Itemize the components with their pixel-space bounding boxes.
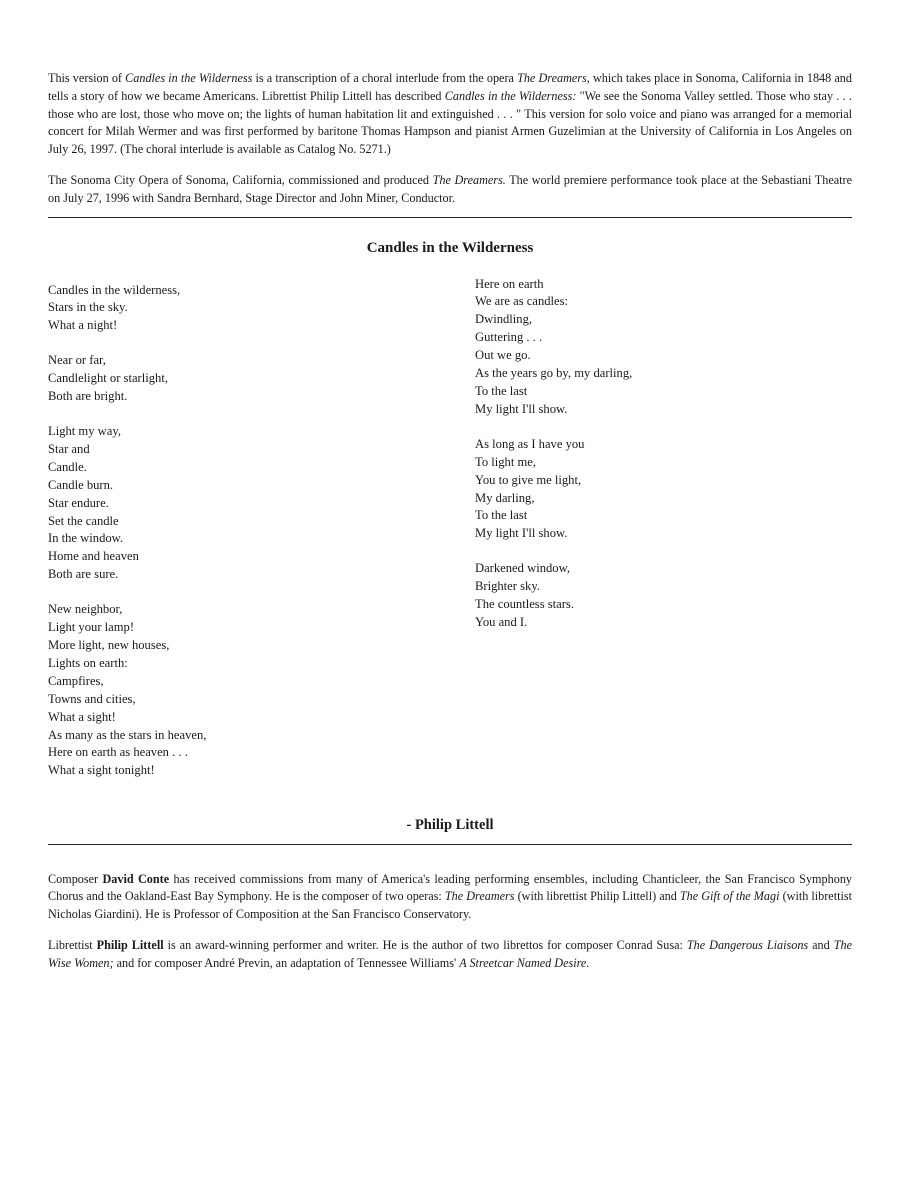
poem-line: As long as I have you <box>475 436 585 451</box>
poem-stanza <box>475 436 632 543</box>
poem-body <box>48 276 852 796</box>
bio-text: (with librettist Nicholas Giardini). He is Professor of Composition at the San Francisco Conservatory. <box>48 889 853 922</box>
poem-line: Both are sure. <box>48 567 119 582</box>
bio-philip-littell <box>48 937 852 973</box>
intro-paragraph-1 <box>48 70 852 159</box>
poem-line: More light, new houses, <box>48 637 170 652</box>
poem-line: As the years go by, my darling, <box>475 366 633 381</box>
poem-line: Dwindling, <box>475 312 533 327</box>
poem-line: Candlelight or starlight, <box>48 371 168 386</box>
poem-line: To light me, <box>475 454 537 469</box>
poem-line: Candles in the wilderness, <box>48 282 181 297</box>
bio-text: Composer <box>48 871 103 886</box>
intro-text: "We see the Sonoma Valley settled. Those who stay . . . those who are lost, those who move on; the lights of human habitation lit and extinguished . . . " This version for solo voice and piano was arranged for a memorial concert for Milah Wermer and was first performed by baritone Thomas Hampson and pianist Armen Guzelimian at the University of California in Los Angeles on July 26, 1997. (The choral interlude is available as Catalog No. 5271.) <box>48 88 852 157</box>
poem-line: Guttering . . . <box>475 330 543 345</box>
poem-line: As many as the stars in heaven, <box>48 727 207 742</box>
poem-stanza <box>48 423 206 584</box>
opera-title: The Dreamers. <box>432 172 506 187</box>
poem-line: Home and heaven <box>48 549 139 564</box>
poem-title: Candles in the Wilderness <box>366 239 534 256</box>
poem-left-column <box>48 282 206 798</box>
poem-line: Set the candle <box>48 513 119 528</box>
work-title: The Dangerous Liaisons <box>686 937 809 952</box>
bio-name: Philip Littell <box>96 937 164 952</box>
bio-text: and for composer André Previn, an adaptation of Tennessee Williams' <box>113 955 460 970</box>
poem-stanza <box>48 282 206 336</box>
intro-text: This version of <box>48 71 126 85</box>
poem-line: Near or far, <box>48 353 106 368</box>
poem-line: You to give me light, <box>475 472 582 487</box>
opera-title: The Dreamers, <box>517 71 590 85</box>
intro-text: which takes place in Sonoma, California in 1848 and tells a story of how we became Americans. Librettist Philip Littell has described <box>48 71 852 103</box>
poem-stanza <box>475 560 632 632</box>
poem-stanza <box>48 352 206 406</box>
intro-text: The Sonoma City Opera of Sonoma, California, commissioned and produced <box>48 172 433 187</box>
poem-line: Towns and cities, <box>48 691 136 706</box>
divider-top <box>48 217 852 218</box>
poem-line: Brighter sky. <box>475 579 540 594</box>
bio-text: (with librettist Philip Littell) and <box>514 889 680 904</box>
poem-line: Campfires, <box>48 673 104 688</box>
work-title: Candles in the Wilderness: <box>444 88 577 103</box>
poem-line: New neighbor, <box>48 602 123 617</box>
poem-stanza <box>475 276 632 419</box>
opera-title: The Dreamers <box>444 889 515 904</box>
poem-line: Stars in the sky. <box>48 300 128 315</box>
bio-text: and <box>808 937 834 952</box>
work-title: A Streetcar Named Desire. <box>459 955 590 970</box>
bio-text: is an award-winning performer and writer. He is the author of two librettos for composer Conrad Susa: <box>163 937 687 952</box>
poem-line: Star and <box>48 441 90 456</box>
poem-line: To the last <box>475 384 528 399</box>
bio-david-conte <box>48 871 852 924</box>
intro-text: The world premiere performance took place at the Sebastiani Theatre on July 27, 1996 with Sandra Bernhard, Stage Director and John Miner, Conductor. <box>48 172 852 205</box>
poem-line: Star endure. <box>48 495 109 510</box>
poem-line: Here on earth as heaven . . . <box>48 745 188 760</box>
poem-stanza <box>48 601 206 780</box>
work-title: Candles in the Wilderness <box>125 71 253 85</box>
poem-line: Both are bright. <box>48 389 128 404</box>
bio-name: David Conte <box>102 871 170 886</box>
poem-line: Candle. <box>48 459 87 474</box>
poem-line: My light I'll show. <box>475 401 568 416</box>
poem-line: Candle burn. <box>48 477 114 492</box>
poem-line: Light your lamp! <box>48 620 135 635</box>
poem-line: What a sight tonight! <box>48 763 155 778</box>
divider-bottom <box>48 844 852 845</box>
poem-line: What a sight! <box>48 709 116 724</box>
poem-line: Out we go. <box>475 348 531 363</box>
poem-line: Lights on earth: <box>48 655 128 670</box>
bio-text: has received commissions from many of America's leading performing ensembles, including Chanticleer, the San Francisco Symphony Chorus and the Oakland-East Bay Symphony. He is the composer of two operas: <box>48 871 853 904</box>
poem-line: In the window. <box>48 531 124 546</box>
poem-line: Here on earth <box>475 276 544 291</box>
poem-line: You and I. <box>475 614 528 629</box>
poem-line: To the last <box>475 508 528 523</box>
bios-section <box>48 871 852 973</box>
work-title: The Wise Women; <box>48 937 852 970</box>
poem-line: What a night! <box>48 318 118 333</box>
poem-signature: - Philip Littell <box>406 816 494 833</box>
intro-text: is a transcription of a choral interlude from the opera <box>252 71 518 85</box>
poem-right-column <box>475 276 632 649</box>
poem-line: Light my way, <box>48 424 121 439</box>
poem-line: Darkened window, <box>475 561 571 576</box>
poem-line: The countless stars. <box>475 597 574 612</box>
intro-paragraph-2 <box>48 172 852 208</box>
opera-title: The Gift of the Magi <box>679 889 780 904</box>
poem-line: My darling, <box>475 490 535 505</box>
poem-line: We are as candles: <box>475 294 569 309</box>
bio-text: Librettist <box>48 937 97 952</box>
poem-line: My light I'll show. <box>475 526 568 541</box>
page <box>48 70 852 973</box>
